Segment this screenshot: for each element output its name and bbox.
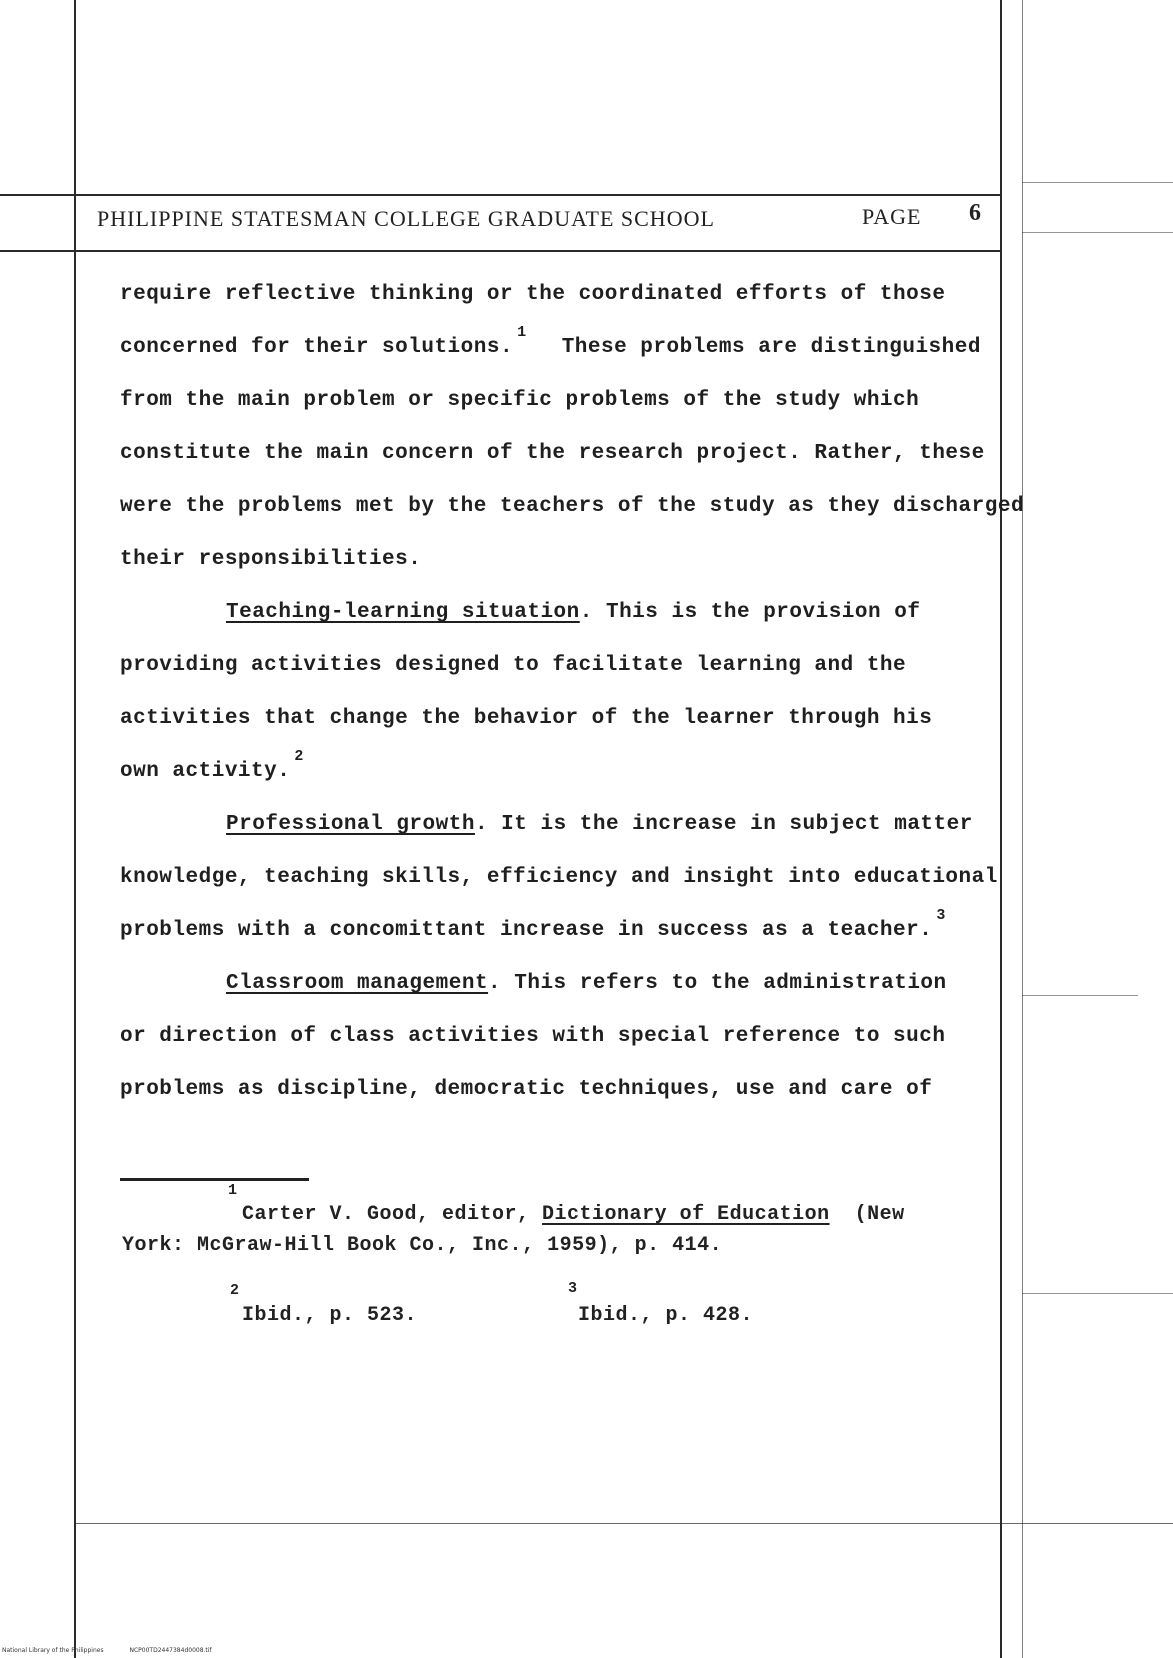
school-name: PHILIPPINE STATESMAN COLLEGE GRADUATE SCHOOL — [97, 206, 715, 231]
body-line — [120, 748, 304, 783]
definition-classroom-management — [226, 972, 947, 995]
footnote-book-title: Dictionary of Education — [542, 1203, 830, 1226]
right-margin-rule — [1000, 0, 1002, 1658]
library-name: National Library of the Philippines — [2, 1647, 104, 1654]
body-line: from the main problem or specific problems of the study which — [120, 389, 920, 412]
defined-term: Classroom management — [226, 972, 489, 995]
body-text: These problems are distinguished — [561, 336, 981, 359]
bottom-rule — [74, 1523, 1173, 1524]
body-line: or direction of class activities with special reference to such — [120, 1025, 946, 1048]
footnote-text: (New — [829, 1203, 905, 1226]
body-line: providing activities designed to facilitate learning and the — [120, 654, 907, 677]
body-line: require reflective thinking or the coordinated efforts of those — [120, 283, 946, 306]
header-top-rule — [0, 194, 1000, 196]
definition-professional-growth — [226, 813, 973, 836]
body-text: . This refers to the administration — [488, 972, 947, 995]
side-rule-1 — [1022, 182, 1173, 183]
page-label: PAGE — [862, 204, 922, 229]
body-text: problems with a concomittant increase in success as a teacher. — [120, 919, 933, 942]
header-bottom-rule — [0, 250, 1000, 252]
footnote-mark-3: 3 — [568, 1280, 578, 1297]
scan-footer — [2, 1647, 236, 1654]
definition-teaching-learning — [226, 601, 920, 624]
body-line: their responsibilities. — [120, 548, 422, 571]
footnote-ref-1: 1 — [517, 324, 527, 341]
side-rule-3 — [1022, 995, 1138, 996]
footnote-ref-3: 3 — [936, 907, 946, 924]
footnote-1 — [242, 1203, 905, 1226]
footnote-2: Ibid., p. 523. — [242, 1304, 418, 1327]
body-text: . It is the increase in subject matter — [474, 813, 973, 836]
body-line: problems as discipline, democratic techniques, use and care of — [120, 1078, 933, 1101]
side-rule-4 — [1022, 1293, 1173, 1294]
body-text: . This is the provision of — [579, 601, 921, 624]
body-line: constitute the main concern of the research project. Rather, these — [120, 442, 985, 465]
body-line: were the problems met by the teachers of the study as they discharged — [120, 495, 1025, 518]
footnote-text: Carter V. Good, editor, — [242, 1203, 543, 1226]
footnote-ref-2: 2 — [294, 748, 304, 765]
page-header — [97, 200, 982, 240]
body-text: own activity. — [120, 760, 291, 783]
footnote-3: Ibid., p. 428. — [578, 1304, 754, 1327]
defined-term: Professional growth — [226, 813, 475, 836]
defined-term: Teaching-learning situation — [226, 601, 580, 624]
footnote-1-line2: York: McGraw-Hill Book Co., Inc., 1959), p. 414. — [122, 1234, 723, 1257]
body-line: activities that change the behavior of the learner through his — [120, 707, 933, 730]
footnote-mark-1: 1 — [228, 1182, 238, 1199]
body-line: knowledge, teaching skills, efficiency and insight into educational — [120, 866, 998, 889]
file-id: NCP00TD2447384d0008.tif — [129, 1647, 212, 1654]
body-text: concerned for their solutions. — [120, 336, 514, 359]
body-line — [120, 324, 981, 359]
footnote-mark-2: 2 — [230, 1282, 240, 1299]
footnote-separator — [120, 1178, 309, 1181]
outer-right-rule — [1022, 0, 1023, 1658]
body-line — [120, 907, 946, 942]
side-rule-2 — [1022, 232, 1173, 233]
page-number: 6 — [969, 200, 982, 226]
left-margin-rule — [74, 0, 76, 1658]
